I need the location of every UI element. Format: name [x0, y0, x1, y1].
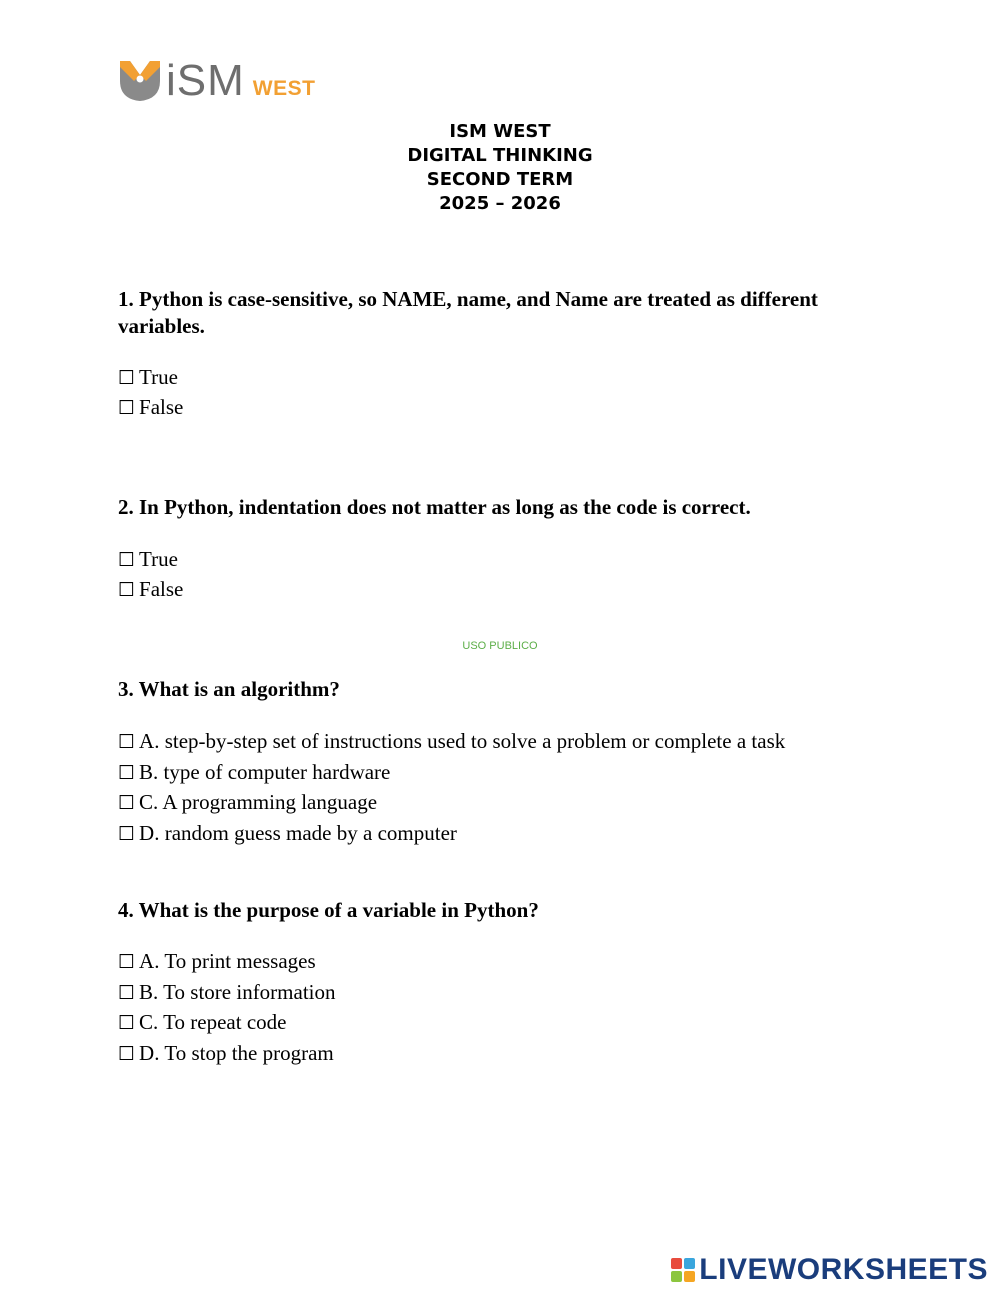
checkbox-icon[interactable]: ☐ [118, 762, 136, 784]
question-3: 3. What is an algorithm? [118, 677, 340, 701]
option-label: B. type of computer hardware [139, 760, 391, 784]
checkbox-icon[interactable]: ☐ [118, 792, 136, 814]
option-label: A. step-by-step set of instructions used to solve a problem or complete a task [139, 729, 786, 753]
option-label: D. To stop the program [139, 1041, 334, 1065]
option-q2-false[interactable] [118, 574, 183, 605]
question-2: 2. In Python, indentation does not matter as long as the code is correct. [118, 495, 751, 519]
header-subject: DIGITAL THINKING [407, 145, 593, 166]
option-q1-true[interactable] [118, 362, 178, 393]
checkbox-icon[interactable]: ☐ [118, 549, 136, 571]
ism-west-logo [118, 58, 315, 104]
uso-publico-mark: USO PUBLICO [462, 640, 538, 652]
document-header [0, 120, 1000, 216]
question-1: 1. Python is case-sensitive, so NAME, name, and Name are treated as different variables. [118, 287, 818, 338]
brand-tile-4 [684, 1271, 695, 1282]
brand-tile-3 [671, 1271, 682, 1282]
option-q3-b[interactable] [118, 757, 390, 788]
option-label: C. A programming language [139, 790, 378, 814]
checkbox-icon[interactable]: ☐ [118, 731, 136, 753]
option-label: A. To print messages [139, 949, 316, 973]
option-label: True [139, 547, 178, 571]
option-q4-c[interactable] [118, 1007, 286, 1038]
checkbox-icon[interactable]: ☐ [118, 951, 136, 973]
option-label: False [139, 395, 184, 419]
option-q3-a[interactable] [118, 726, 785, 757]
option-label: C. To repeat code [139, 1010, 287, 1034]
option-q4-b[interactable] [118, 977, 336, 1008]
checkbox-icon[interactable]: ☐ [118, 982, 136, 1004]
option-label: True [139, 365, 178, 389]
header-year: 2025 – 2026 [439, 193, 561, 214]
option-label: False [139, 577, 184, 601]
header-term: SECOND TERM [426, 169, 574, 190]
liveworksheets-brand[interactable] [671, 1253, 988, 1287]
option-q3-d[interactable] [118, 818, 457, 849]
option-q2-true[interactable] [118, 544, 178, 575]
brand-tile-1 [671, 1258, 682, 1269]
option-label: D. random guess made by a computer [139, 821, 457, 845]
checkbox-icon[interactable]: ☐ [118, 1043, 136, 1065]
checkbox-icon[interactable]: ☐ [118, 397, 136, 419]
checkbox-icon[interactable]: ☐ [118, 579, 136, 601]
question-4: 4. What is the purpose of a variable in Python? [118, 898, 539, 922]
option-q4-d[interactable] [118, 1038, 334, 1069]
checkbox-icon[interactable]: ☐ [118, 823, 136, 845]
option-q4-a[interactable] [118, 946, 316, 977]
ism-logo-mark-icon [118, 59, 162, 103]
brand-tile-2 [684, 1258, 695, 1269]
option-q3-c[interactable] [118, 787, 377, 818]
logo-ism-text: iSM [166, 56, 245, 105]
checkbox-icon[interactable]: ☐ [118, 367, 136, 389]
logo-west-text: WEST [252, 77, 316, 100]
liveworksheets-text: LIVEWORKSHEETS [699, 1253, 988, 1286]
liveworksheets-icon [671, 1258, 695, 1282]
header-school: ISM WEST [449, 121, 551, 142]
checkbox-icon[interactable]: ☐ [118, 1012, 136, 1034]
option-q1-false[interactable] [118, 392, 183, 423]
option-label: B. To store information [139, 980, 336, 1004]
